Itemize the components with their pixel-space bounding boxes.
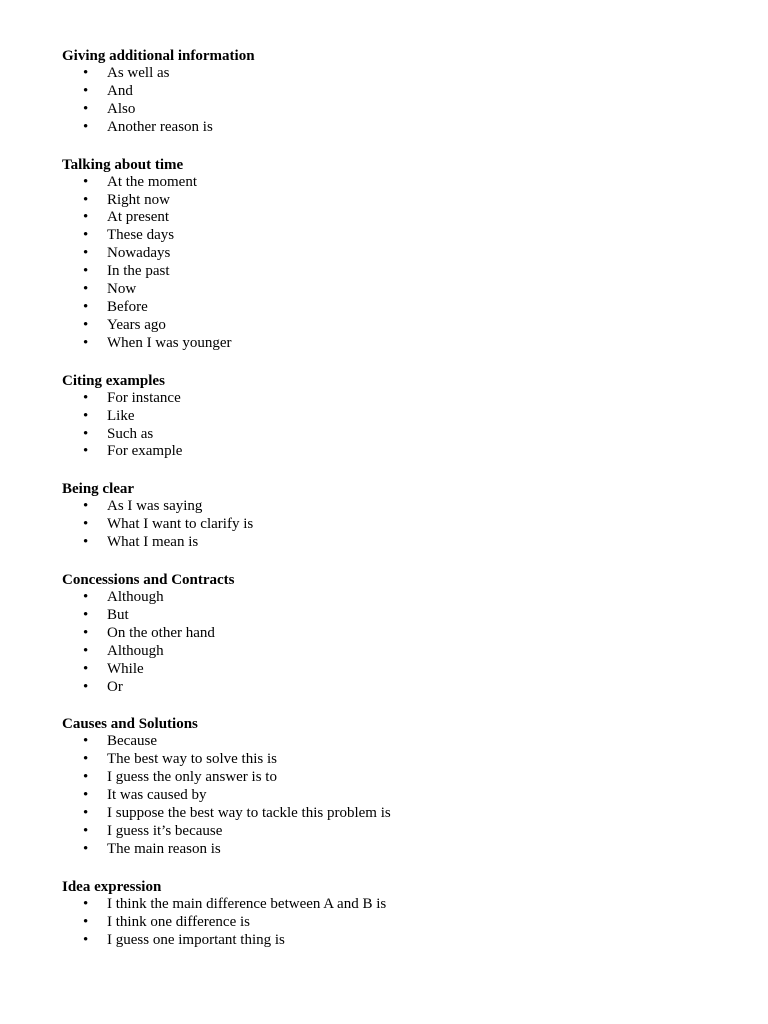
list-item [62,589,702,607]
bullet-icon: • [83,624,89,641]
list-item [62,823,702,841]
bullet-icon: • [83,425,89,442]
bullet-icon: • [83,209,89,226]
list-item-text: What I want to clarify is [107,516,254,533]
bullet-icon: • [83,769,89,786]
list-item [62,607,702,625]
list-item-text: For instance [107,389,181,406]
list-item [62,787,702,805]
list-item-text: For example [107,443,183,460]
bullet-icon: • [83,913,89,930]
list-item-text: I guess the only answer is to [107,769,277,786]
bullet-icon: • [83,840,89,857]
list-item-text: What I mean is [107,534,199,551]
list-item [62,408,702,426]
list-item [62,174,702,192]
list-item-text: These days [107,227,175,244]
list-item-text: Or [107,678,123,695]
list-item [62,443,702,461]
list-item [62,317,702,335]
section-title: Being clear [62,481,135,498]
list-item-text: In the past [107,263,170,280]
list-item [62,426,702,444]
list-item-text: Because [107,733,157,750]
bullet-icon: • [83,443,89,460]
list-item [62,498,702,516]
list-item [62,227,702,245]
list-item [62,643,702,661]
list-item-text: It was caused by [107,787,207,804]
bullet-list [62,589,702,696]
bullet-icon: • [83,298,89,315]
section-idea-expression [62,878,702,950]
bullet-icon: • [83,100,89,117]
bullet-icon: • [83,281,89,298]
list-item-text: Such as [107,425,154,442]
section-title: Giving additional information [62,48,255,64]
list-item-text: As I was saying [107,498,203,515]
bullet-list [62,896,702,950]
bullet-icon: • [83,316,89,333]
bullet-icon: • [83,660,89,677]
section-title: Idea expression [62,878,162,895]
list-item-text: When I was younger [107,334,232,351]
list-item [62,192,702,210]
bullet-icon: • [83,389,89,406]
list-item [62,263,702,281]
list-item [62,335,702,353]
section-concessions-and-contracts [62,571,702,696]
bullet-icon: • [83,895,89,912]
list-item [62,65,702,83]
bullet-list [62,65,702,137]
list-item-text: The main reason is [107,840,221,857]
bullet-icon: • [83,642,89,659]
list-item-text: At the moment [107,173,197,190]
list-item [62,390,702,408]
list-item-text: Although [107,589,164,606]
list-item-text: Also [107,100,136,117]
list-item-text: Years ago [107,316,166,333]
bullet-icon: • [83,407,89,424]
bullet-icon: • [83,173,89,190]
section-title: Talking about time [62,156,184,173]
list-item [62,245,702,263]
list-item [62,733,702,751]
list-item-text: But [107,606,129,623]
list-item [62,534,702,552]
list-item [62,83,702,101]
section-title: Concessions and Contracts [62,572,235,589]
bullet-icon: • [83,751,89,768]
list-item-text: Before [107,298,148,315]
list-item [62,209,702,227]
list-item-text: I guess it’s because [107,823,223,839]
list-item [62,516,702,534]
bullet-icon: • [83,263,89,280]
list-item [62,119,702,137]
section-citing-examples [62,372,702,462]
document-page [62,47,702,969]
list-item-text: Now [107,281,137,298]
bullet-icon: • [83,118,89,135]
list-item [62,841,702,859]
list-item-text: At present [107,209,170,226]
bullet-list [62,498,702,552]
bullet-icon: • [83,334,89,351]
bullet-icon: • [83,931,89,948]
list-item-text: I think one difference is [107,913,251,930]
bullet-icon: • [83,191,89,208]
list-item [62,751,702,769]
list-item-text: And [107,82,133,99]
bullet-icon: • [83,498,89,515]
section-title: Causes and Solutions [62,716,198,733]
section-title: Citing examples [62,372,165,389]
bullet-list [62,174,702,353]
bullet-icon: • [83,589,89,606]
list-item [62,625,702,643]
bullet-icon: • [83,606,89,623]
bullet-icon: • [83,534,89,551]
bullet-icon: • [83,805,89,822]
list-item [62,805,702,823]
bullet-icon: • [83,787,89,804]
bullet-list [62,733,702,858]
list-item [62,679,702,697]
bullet-list [62,390,702,462]
list-item [62,769,702,787]
list-item-text: I think the main difference between A and B is [107,895,387,912]
list-item-text: While [107,660,144,677]
list-item-text: Right now [107,191,170,208]
list-item-text: The best way to solve this is [107,751,277,768]
list-item-text: Like [107,407,135,424]
list-item-text: As well as [107,65,170,81]
section-being-clear [62,480,702,552]
list-item [62,281,702,299]
list-item [62,101,702,119]
list-item [62,299,702,317]
bullet-icon: • [83,82,89,99]
list-item-text: I guess one important thing is [107,931,285,948]
bullet-icon: • [83,678,89,695]
list-item [62,914,702,932]
list-item [62,932,702,950]
list-item-text: Although [107,642,164,659]
list-item-text: I suppose the best way to tackle this problem is [107,805,391,822]
bullet-icon: • [83,65,89,81]
list-item-text: On the other hand [107,624,215,641]
bullet-icon: • [83,823,89,839]
list-item-text: Another reason is [107,118,213,135]
bullet-icon: • [83,733,89,750]
list-item [62,661,702,679]
list-item [62,896,702,914]
bullet-icon: • [83,227,89,244]
section-causes-and-solutions [62,715,702,858]
section-talking-about-time [62,156,702,353]
bullet-icon: • [83,516,89,533]
section-giving-additional-information [62,47,702,137]
list-item-text: Nowadays [107,245,171,262]
bullet-icon: • [83,245,89,262]
